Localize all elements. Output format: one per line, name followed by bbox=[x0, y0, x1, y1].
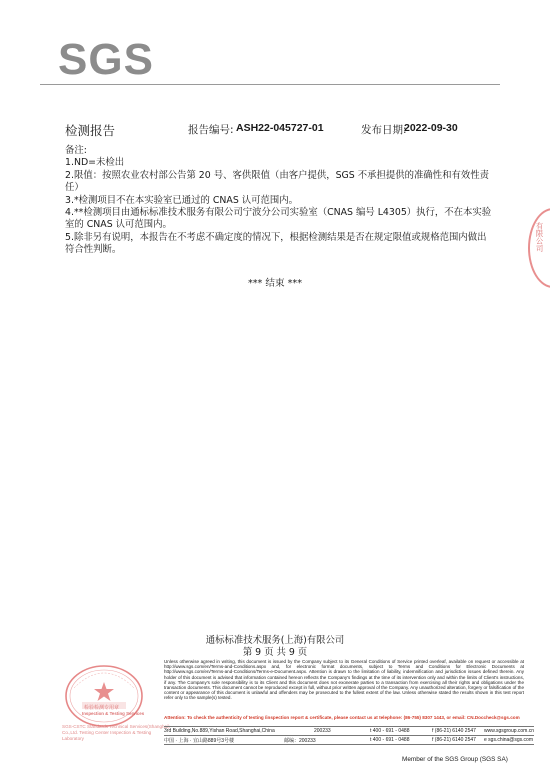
footer-company-name: 通标标准技术服务(上海)有限公司 bbox=[205, 635, 345, 646]
note-item: 4.**检测项目由通标标准技术服务有限公司宁波分公司实验室（CNAS 编号 L4305）执行，不在本实验室的 CNAS 认可范围内。 bbox=[65, 207, 492, 231]
legal-disclaimer: Unless otherwise agreed in writing, this document is issued by the Company subject to its General Conditions of Service printed overleaf, available on request or accessible at http://www.sgs.com/en/Terms-and-Conditions.aspx and, for electronic format documents, subject to Terms and Conditions for Electronic Documents at http://www.sgs.com/en/Terms-and-Conditions/Terms-e-Document.aspx. Attention is drawn to the limitation of liability, indemnification and jurisdiction issues defined therein. Any holder of this document is advised that information contained hereon reflects the Company's findings at the time of its intervention only and within the limits of Client's instructions, if any. The Company's sole responsibility is to its Client and this document does not exonerate parties to a transaction from exercising all their rights and obligations under the transaction documents. This document cannot be reproduced except in full, without prior written approval of the Company. Any unauthorized alteration, forgery or falsification of the content or appearance of this document is unlawful and offenders may be prosecuted to the fullest extent of the law. Unless otherwise stated the results shown in this test report refer only to the sample(s) tested. bbox=[164, 659, 524, 701]
fax-cn: f (86-21) 6140 2547 bbox=[432, 737, 476, 743]
note-item: 2.限值：按照农业农村部公告第 20 号、客供限值（由客户提供，SGS 不承担提供的准确性和有效性责任） bbox=[65, 169, 489, 194]
address-en: 3rd Building,No.889,Yishan Road,Shanghai,China bbox=[164, 728, 275, 734]
sgs-logo: SGS bbox=[58, 35, 154, 84]
stamp-label-cn: 检验检测专用章 bbox=[84, 705, 120, 711]
end-of-report-mark: *** 结束 *** bbox=[247, 278, 303, 289]
address-divider bbox=[164, 726, 534, 727]
address-divider bbox=[164, 735, 534, 736]
report-title: 检测报告 bbox=[65, 123, 116, 138]
report-number: ASH22-045727-01 bbox=[236, 122, 324, 134]
issue-date-label: 发布日期: bbox=[361, 124, 407, 136]
telephone-en: t 400 - 691 - 0488 bbox=[370, 728, 410, 734]
stamp-caption: SGS-CSTC Standards Technical Services(Shanghai) Co.,Ltd. Testing Center Inspection & Testing Laboratory bbox=[62, 724, 170, 741]
note-item: 1.ND=未检出 bbox=[65, 157, 125, 169]
postcode-en: 200233 bbox=[314, 728, 331, 734]
header-divider bbox=[40, 84, 500, 85]
authenticity-notice: Attention: To check the authenticity of testing /inspection report & certificate, please contact us at telephone: (86-755) 8307 1443, or email: CN.Doccheck@sgs.com bbox=[164, 715, 520, 720]
telephone-cn: t 400 - 691 - 0488 bbox=[370, 737, 410, 743]
fax-en: f (86-21) 6140 2547 bbox=[432, 728, 476, 734]
edge-seal-text: 有限公司 bbox=[535, 222, 544, 252]
notes-heading: 备注: bbox=[65, 145, 87, 156]
sgs-group-membership: Member of the SGS Group (SGS SA) bbox=[402, 756, 508, 763]
note-item: 3.*检测项目不在本实验室已通过的 CNAS 认可范围内。 bbox=[65, 194, 299, 206]
address-divider bbox=[164, 744, 534, 745]
email: e sgs.china@sgs.com bbox=[484, 737, 533, 743]
issue-date: 2022-09-30 bbox=[404, 122, 458, 134]
stamp-label-en: Inspection & Testing Services bbox=[82, 711, 145, 716]
note-item: 5.除非另有说明，本报告在不考虑不确定度的情况下，根据检测结果是否在规定限值或规格范围内做出符合性判断。 bbox=[65, 231, 487, 256]
address-cn: 中国 · 上海 · 宜山路889号3号楼 bbox=[164, 738, 235, 744]
page-number: 第 9 页 共 9 页 bbox=[242, 647, 308, 658]
website: www.sgsgroup.com.cn bbox=[484, 728, 535, 734]
report-number-label: 报告编号: bbox=[188, 124, 234, 136]
postcode-cn: 邮编：200233 bbox=[284, 738, 316, 744]
notes-section bbox=[65, 145, 495, 257]
